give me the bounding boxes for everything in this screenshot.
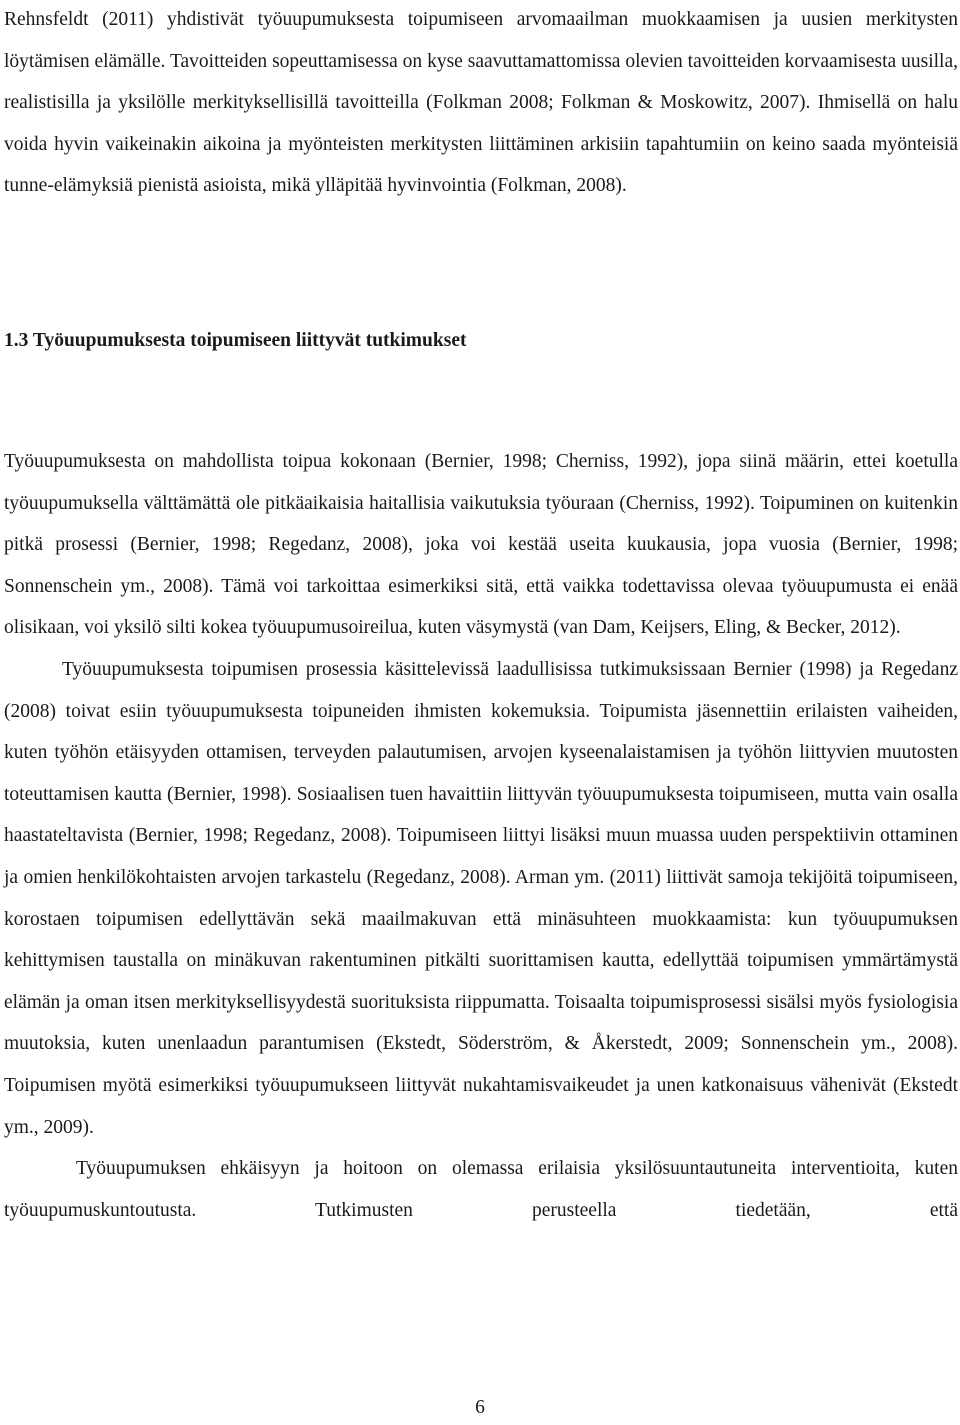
section-heading: 1.3 Työuupumuksesta toipumiseen liittyvät tutkimukset (4, 330, 467, 351)
section-paragraph-1: Työuupumuksesta on mahdollista toipua kokonaan (Bernier, 1998; Cherniss, 1992), jopa siinä määrin, ettei koetulla työuupumuksella välttämättä ole pitkäaikaisia haitallisia vaikutuksia työuraan (Cherniss, 1992). Toipuminen on kuitenkin pitkä prosessi (Bernier, 1998; Regedanz, 2008), joka voi kestää useita kuukausia, jopa vuosia (Bernier, 1998; Sonnenschein ym., 2008). Tämä voi tarkoittaa esimerkiksi sitä, että vaikka todettavissa olevaa työuupumusta ei enää olisikaan, voi yksilö silti kokea työuupumusoireilua, kuten väsymystä (van Dam, Keijsers, Eling, & Becker, 2012). (4, 451, 958, 639)
section-paragraph-2: Työuupumuksesta toipumisen prosessia käsittelevissä laadullisissa tutkimuksissaan Bernier (1998) ja Regedanz (2008) toivat esiin työuupumuksesta toipuneiden ihmisten kokemuksia. Toipumista jäsennettiin erilaisten vaiheiden, kuten työhön etäisyyden ottamisen, terveyden palautumisen, arvojen kyseenalaistamisen ja työhön liittyvien muutosten toteuttamisen kautta (Bernier, 1998). Sosiaalisen tuen havaittiin liittyvän työuupumuksesta toipumiseen, mutta vain osalla haastateltavista (Bernier, 1998; Regedanz, 2008). Toipumiseen liittyi lisäksi muun muassa uuden perspektiivin ottaminen ja omien henkilökohtaisten arvojen tarkastelu (Regedanz, 2008). Arman ym. (2011) liittivät samoja tekijöitä toipumiseen, korostaen toipumisen edellyttävän sekä maailmakuvan että minäsuhteen muokkaamista: kun työuupumuksen kehittymisen taustalla on minäkuvan rakentuminen pitkälti suorittamisen kautta, edellyttää toipumisen ymmärtämystä elämän ja oman itsen merkityksellisyydestä suorituksista riippumatta. Toisaalta toipumisprosessi sisälsi myös fysiologisia muutoksia, kuten unenlaadun parantumisen (Ekstedt, Söderström, & Åkerstedt, 2009; Sonnenschein ym., 2008). Toipumisen myötä esimerkiksi työuupumukseen liittyvät nukahtamisvaikeudet ja unen katkonaisuus vähenivät (Ekstedt ym., 2009). (4, 658, 958, 1138)
section-paragraph-3: Työuupumuksen ehkäisyyn ja hoitoon on olemassa erilaisia yksilösuuntautuneita interventioita, kuten työuupumuskuntoutusta. Tutkimusten perusteella tiedetään, että (4, 1158, 958, 1221)
section-body (4, 441, 958, 1231)
intro-paragraph-block (4, 0, 958, 207)
page-number: 6 (475, 1397, 485, 1418)
intro-paragraph: Rehnsfeldt (2011) yhdistivät työuupumuksesta toipumiseen arvomaailman muokkaamisen ja uusien merkitysten löytämisen elämälle. Tavoitteiden sopeuttamisessa on kyse saavuttamattomissa olevien tavoitteiden korvaamisesta uusilla, realistisilla ja yksilölle merkityksellisillä tavoitteilla (Folkman 2008; Folkman & Moskowitz, 2007). Ihmisellä on halu voida hyvin vaikeinakin aikoina ja myönteisten merkitysten liittäminen arkisiin tapahtumiin on keino saada myönteisiä tunne-elämyksiä pienistä asioista, mikä ylläpitää hyvinvointia (Folkman, 2008). (4, 9, 958, 197)
